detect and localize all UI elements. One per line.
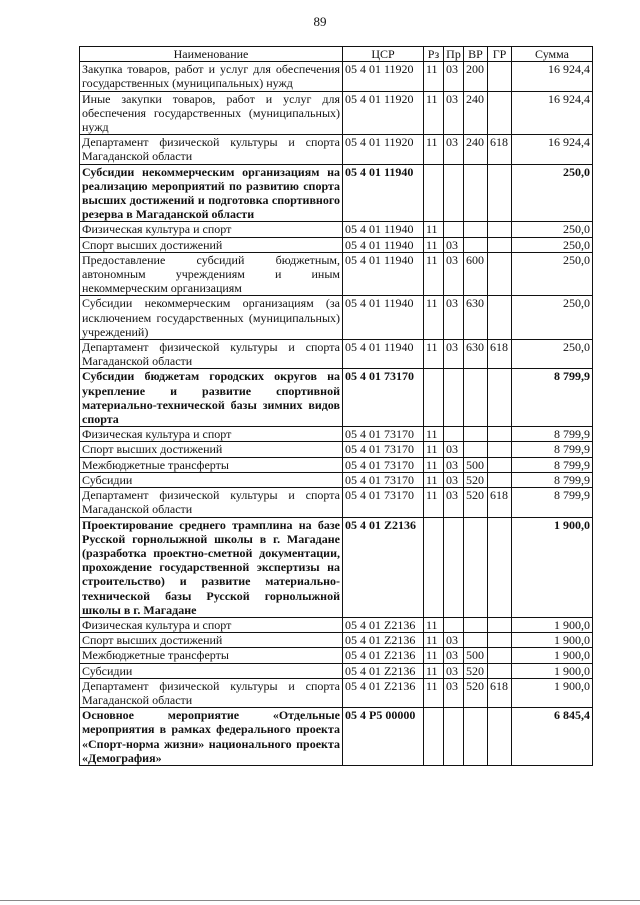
cell-sum: 1 900,0 [512,517,593,617]
table-row [80,252,593,296]
table-row [80,369,593,427]
cell-csr: 05 4 01 11940 [343,237,424,252]
table-row [80,488,593,517]
cell-sum: 1 900,0 [512,678,593,707]
table-row [80,237,593,252]
cell-sum: 250,0 [512,340,593,369]
cell-name: Проектирование среднего трамплина на базе Русской горнолыжной школы в г. Магадане (разработка проектно-сметной документации, прохождение государственной экспертизы на строительство) и развитие материально-технической базы Русской горнолыжной школы в г. Магадане [80,517,343,617]
cell-vr: 200 [464,62,488,91]
cell-name: Департамент физической культуры и спорта Магаданской области [80,135,343,164]
cell-sum: 1 900,0 [512,663,593,678]
cell-gr: 618 [488,678,512,707]
cell-csr: 05 4 01 11940 [343,296,424,340]
cell-name: Департамент физической культуры и спорта Магаданской области [80,678,343,707]
header-rz: Рз [424,47,444,62]
cell-gr [488,91,512,135]
cell-sum: 8 799,9 [512,442,593,457]
cell-vr: 600 [464,252,488,296]
cell-pr [444,617,464,632]
cell-gr [488,617,512,632]
cell-rz: 11 [424,617,444,632]
header-gr: ГР [488,47,512,62]
cell-vr: 240 [464,91,488,135]
table-row [80,91,593,135]
cell-pr: 03 [444,633,464,648]
cell-rz: 11 [424,135,444,164]
header-pr: Пр [444,47,464,62]
table-header-row [80,47,593,62]
cell-sum: 250,0 [512,252,593,296]
cell-pr [444,427,464,442]
table-row [80,708,593,766]
cell-vr [464,222,488,237]
cell-vr [464,237,488,252]
cell-gr [488,237,512,252]
cell-sum: 6 845,4 [512,708,593,766]
cell-pr: 03 [444,252,464,296]
cell-sum: 8 799,9 [512,427,593,442]
cell-vr: 520 [464,678,488,707]
header-name: Наименование [80,47,343,62]
cell-gr [488,472,512,487]
cell-csr: 05 4 01 11940 [343,252,424,296]
cell-gr [488,457,512,472]
page-edge-line [0,900,640,901]
cell-vr: 500 [464,648,488,663]
cell-name: Субсидии [80,663,343,678]
cell-csr: 05 4 01 Z2136 [343,517,424,617]
cell-csr: 05 4 01 Z2136 [343,678,424,707]
cell-sum: 1 900,0 [512,648,593,663]
cell-vr: 630 [464,340,488,369]
cell-sum: 16 924,4 [512,91,593,135]
page-number: 89 [313,14,327,29]
cell-gr [488,252,512,296]
cell-csr: 05 4 01 11920 [343,62,424,91]
cell-name: Закупка товаров, работ и услуг для обеспечения государственных (муниципальных) нужд [80,62,343,91]
table-row [80,633,593,648]
cell-rz [424,517,444,617]
cell-rz: 11 [424,457,444,472]
cell-gr [488,442,512,457]
cell-sum: 16 924,4 [512,135,593,164]
cell-csr: 05 4 01 Z2136 [343,617,424,632]
cell-gr: 618 [488,340,512,369]
cell-rz [424,708,444,766]
cell-csr: 05 4 01 Z2136 [343,633,424,648]
cell-vr [464,617,488,632]
cell-sum: 1 900,0 [512,633,593,648]
cell-name: Физическая культура и спорт [80,617,343,632]
cell-rz: 11 [424,252,444,296]
cell-pr: 03 [444,457,464,472]
cell-pr [444,517,464,617]
cell-rz [424,369,444,427]
table-row [80,648,593,663]
cell-rz: 11 [424,472,444,487]
cell-rz: 11 [424,633,444,648]
cell-gr [488,62,512,91]
cell-gr [488,708,512,766]
cell-csr: 05 4 01 11940 [343,222,424,237]
cell-name: Субсидии [80,472,343,487]
cell-vr [464,517,488,617]
cell-csr: 05 4 01 73170 [343,488,424,517]
cell-rz: 11 [424,427,444,442]
cell-csr: 05 4 01 73170 [343,369,424,427]
cell-pr: 03 [444,91,464,135]
table-row [80,678,593,707]
table-row [80,427,593,442]
cell-rz: 11 [424,648,444,663]
cell-vr [464,633,488,648]
cell-vr: 630 [464,296,488,340]
cell-csr: 05 4 01 11920 [343,135,424,164]
cell-rz: 11 [424,663,444,678]
cell-pr: 03 [444,663,464,678]
cell-pr: 03 [444,296,464,340]
cell-vr [464,164,488,222]
cell-sum: 250,0 [512,222,593,237]
cell-sum: 16 924,4 [512,62,593,91]
table-row [80,663,593,678]
cell-sum: 8 799,9 [512,457,593,472]
cell-vr: 520 [464,663,488,678]
header-csr: ЦСР [343,47,424,62]
cell-name: Субсидии некоммерческим организациям на реализацию мероприятий по развитию спорта высших достижений и подготовка спортивного резерва в Магаданской области [80,164,343,222]
cell-pr [444,164,464,222]
cell-sum: 8 799,9 [512,488,593,517]
cell-name: Субсидии некоммерческим организациям (за исключением государственных (муниципальных) учреждений) [80,296,343,340]
cell-vr [464,442,488,457]
cell-rz: 11 [424,678,444,707]
cell-csr: 05 4 01 Z2136 [343,648,424,663]
cell-rz: 11 [424,91,444,135]
cell-name: Спорт высших достижений [80,633,343,648]
cell-pr: 03 [444,237,464,252]
cell-pr [444,708,464,766]
cell-pr: 03 [444,62,464,91]
cell-pr: 03 [444,678,464,707]
header-vr: ВР [464,47,488,62]
table-row [80,62,593,91]
cell-name: Спорт высших достижений [80,237,343,252]
budget-table [79,46,593,766]
cell-csr: 05 4 P5 00000 [343,708,424,766]
cell-rz: 11 [424,442,444,457]
cell-rz: 11 [424,62,444,91]
cell-gr [488,517,512,617]
cell-gr [488,222,512,237]
cell-vr [464,427,488,442]
table-row [80,222,593,237]
cell-sum: 8 799,9 [512,472,593,487]
table-row [80,296,593,340]
table-row [80,442,593,457]
cell-vr: 500 [464,457,488,472]
cell-csr: 05 4 01 73170 [343,472,424,487]
cell-name: Физическая культура и спорт [80,222,343,237]
cell-gr [488,369,512,427]
cell-pr: 03 [444,648,464,663]
cell-name: Спорт высших достижений [80,442,343,457]
cell-pr: 03 [444,135,464,164]
cell-sum: 250,0 [512,164,593,222]
cell-sum: 250,0 [512,237,593,252]
cell-rz: 11 [424,340,444,369]
cell-csr: 05 4 01 73170 [343,442,424,457]
cell-gr [488,427,512,442]
cell-name: Субсидии бюджетам городских округов на укрепление и развитие спортивной материально-технической базы зимних видов спорта [80,369,343,427]
cell-gr [488,663,512,678]
cell-vr: 520 [464,488,488,517]
cell-gr [488,164,512,222]
cell-pr: 03 [444,488,464,517]
cell-pr: 03 [444,472,464,487]
table-body [80,62,593,766]
cell-csr: 05 4 01 73170 [343,427,424,442]
cell-name: Иные закупки товаров, работ и услуг для обеспечения государственных (муниципальных) нужд [80,91,343,135]
cell-sum: 250,0 [512,296,593,340]
table-row [80,457,593,472]
cell-name: Департамент физической культуры и спорта Магаданской области [80,488,343,517]
cell-csr: 05 4 01 11940 [343,340,424,369]
cell-name: Межбюджетные трансферты [80,648,343,663]
cell-rz: 11 [424,222,444,237]
cell-gr: 618 [488,488,512,517]
cell-rz: 11 [424,296,444,340]
cell-rz: 11 [424,488,444,517]
table-row [80,164,593,222]
table-row [80,340,593,369]
cell-csr: 05 4 01 73170 [343,457,424,472]
cell-pr [444,222,464,237]
cell-vr [464,708,488,766]
cell-csr: 05 4 01 11920 [343,91,424,135]
cell-name: Департамент физической культуры и спорта Магаданской области [80,340,343,369]
cell-pr: 03 [444,340,464,369]
cell-gr [488,648,512,663]
table-row [80,472,593,487]
cell-gr [488,633,512,648]
cell-pr [444,369,464,427]
cell-name: Межбюджетные трансферты [80,457,343,472]
header-sum: Сумма [512,47,593,62]
cell-vr: 520 [464,472,488,487]
cell-name: Физическая культура и спорт [80,427,343,442]
cell-rz [424,164,444,222]
cell-sum: 8 799,9 [512,369,593,427]
table-row [80,617,593,632]
table-row [80,517,593,617]
cell-csr: 05 4 01 11940 [343,164,424,222]
cell-vr [464,369,488,427]
cell-sum: 1 900,0 [512,617,593,632]
table-row [80,135,593,164]
cell-rz: 11 [424,237,444,252]
cell-name: Основное мероприятие «Отдельные мероприятия в рамках федерального проекта «Спорт-норма жизни» национального проекта «Демография» [80,708,343,766]
cell-pr: 03 [444,442,464,457]
cell-gr [488,296,512,340]
cell-vr: 240 [464,135,488,164]
cell-csr: 05 4 01 Z2136 [343,663,424,678]
cell-gr: 618 [488,135,512,164]
cell-name: Предоставление субсидий бюджетным, автономным учреждениям и иным некоммерческим организациям [80,252,343,296]
